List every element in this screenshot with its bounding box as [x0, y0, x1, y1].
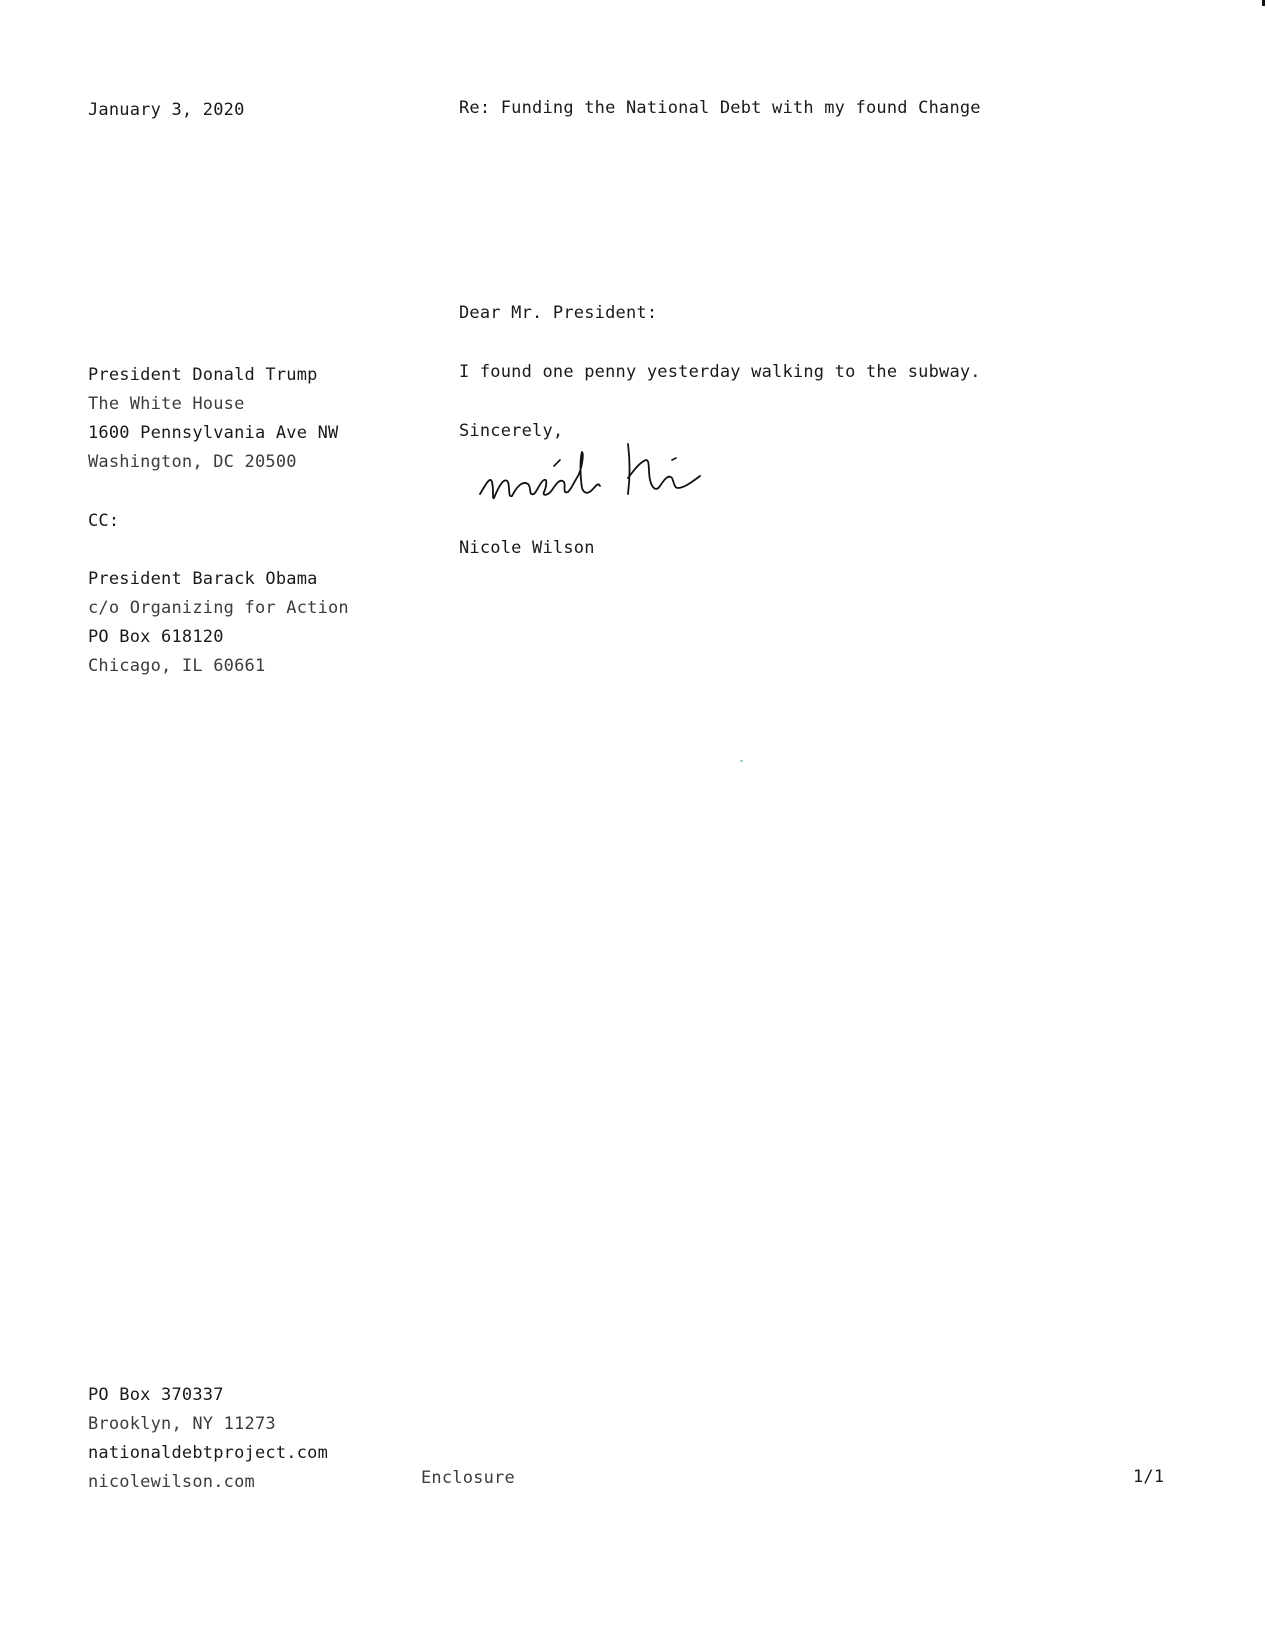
scan-corner-mark	[1262, 0, 1265, 6]
salutation: Dear Mr. President:	[459, 303, 658, 323]
recipient-city: Washington, DC 20500	[88, 452, 297, 472]
letter-closing: Sincerely,	[459, 421, 564, 441]
footer-city: Brooklyn, NY 11273	[88, 1414, 276, 1434]
cc-po-box: PO Box 618120	[88, 627, 224, 647]
footer-website-project: nationaldebtproject.com	[88, 1443, 329, 1463]
cc-city: Chicago, IL 60661	[88, 656, 266, 676]
cc-address	[88, 565, 349, 681]
letter-subject: Re: Funding the National Debt with my found Change	[459, 98, 981, 118]
footer-website-personal: nicolewilson.com	[88, 1472, 255, 1492]
recipient-organization: The White House	[88, 394, 245, 414]
cc-name: President Barack Obama	[88, 569, 318, 589]
handwritten-signature	[478, 436, 738, 512]
recipient-address	[88, 361, 338, 477]
enclosure-note: Enclosure	[421, 1468, 515, 1488]
sender-contact-footer	[88, 1381, 328, 1497]
recipient-name: President Donald Trump	[88, 365, 318, 385]
sender-name: Nicole Wilson	[459, 538, 595, 558]
letter-body: I found one penny yesterday walking to the subway.	[459, 362, 981, 382]
cc-label: CC:	[88, 511, 120, 531]
footer-po-box: PO Box 370337	[88, 1385, 224, 1405]
letter-date: January 3, 2020	[88, 100, 245, 120]
recipient-street: 1600 Pennsylvania Ave NW	[88, 423, 339, 443]
page-number: 1/1	[1133, 1467, 1165, 1487]
cc-organization: c/o Organizing for Action	[88, 598, 349, 618]
scan-speck	[740, 760, 743, 762]
